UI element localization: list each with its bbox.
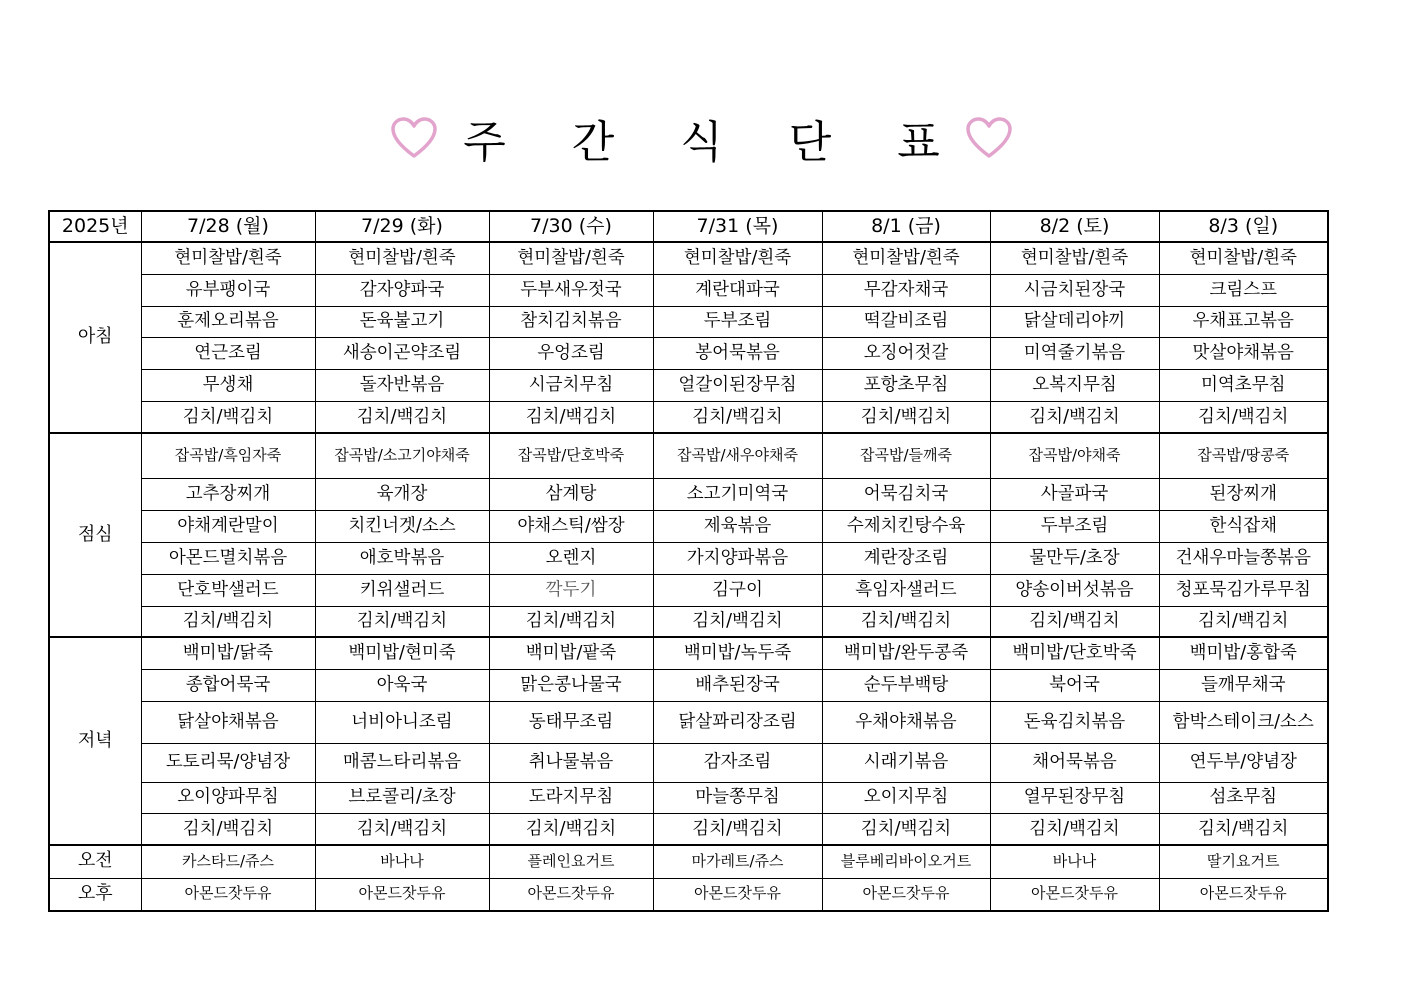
menu-item: 배추된장국 bbox=[653, 669, 822, 701]
menu-item: 시금치된장국 bbox=[990, 274, 1159, 306]
menu-item: 잡곡밥/땅콩죽 bbox=[1159, 433, 1328, 478]
day-header: 8/1 (금) bbox=[822, 211, 990, 242]
menu-item: 백미밥/닭죽 bbox=[141, 637, 315, 669]
menu-item: 섬초무침 bbox=[1159, 782, 1328, 813]
snack-item: 플레인요거트 bbox=[489, 845, 653, 878]
menu-item: 현미찰밥/흰죽 bbox=[141, 242, 315, 274]
day-header: 8/3 (일) bbox=[1159, 211, 1328, 242]
menu-item: 북어국 bbox=[990, 669, 1159, 701]
menu-item: 오렌지 bbox=[489, 542, 653, 574]
menu-item: 수제치킨탕수육 bbox=[822, 510, 990, 542]
menu-item: 들깨무채국 bbox=[1159, 669, 1328, 701]
menu-item: 미역줄기볶음 bbox=[990, 337, 1159, 369]
menu-item: 유부팽이국 bbox=[141, 274, 315, 306]
menu-item: 김치/백김치 bbox=[822, 813, 990, 845]
menu-item: 건새우마늘쫑볶음 bbox=[1159, 542, 1328, 574]
meal-label: 아침 bbox=[49, 242, 141, 433]
menu-item: 청포묵김가루무침 bbox=[1159, 574, 1328, 606]
snack-item: 바나나 bbox=[315, 845, 489, 878]
menu-item: 소고기미역국 bbox=[653, 478, 822, 510]
meal-row bbox=[49, 782, 1328, 813]
menu-item: 시래기볶음 bbox=[822, 743, 990, 782]
menu-item: 계란대파국 bbox=[653, 274, 822, 306]
menu-item: 잡곡밥/들깨죽 bbox=[822, 433, 990, 478]
menu-item: 현미찰밥/흰죽 bbox=[315, 242, 489, 274]
meal-row bbox=[49, 542, 1328, 574]
menu-item: 우채표고볶음 bbox=[1159, 306, 1328, 337]
menu-item: 김치/백김치 bbox=[1159, 813, 1328, 845]
snack-label: 오전 bbox=[49, 845, 141, 878]
menu-item: 연두부/양념장 bbox=[1159, 743, 1328, 782]
meal-row bbox=[49, 701, 1328, 743]
menu-item: 무생채 bbox=[141, 369, 315, 401]
menu-item: 현미찰밥/흰죽 bbox=[990, 242, 1159, 274]
snack-item: 아몬드잣두유 bbox=[315, 878, 489, 911]
menu-item: 얼갈이된장무침 bbox=[653, 369, 822, 401]
menu-item: 포항초무침 bbox=[822, 369, 990, 401]
meal-row bbox=[49, 478, 1328, 510]
meal-row bbox=[49, 669, 1328, 701]
menu-item: 동태무조림 bbox=[489, 701, 653, 743]
snack-row bbox=[49, 845, 1328, 878]
menu-item: 김치/백김치 bbox=[315, 401, 489, 433]
menu-item: 물만두/초장 bbox=[990, 542, 1159, 574]
year-header: 2025년 bbox=[49, 211, 141, 242]
weekly-menu-table bbox=[48, 210, 1329, 912]
menu-item: 제육볶음 bbox=[653, 510, 822, 542]
menu-item: 백미밥/단호박죽 bbox=[990, 637, 1159, 669]
menu-item: 가지양파볶음 bbox=[653, 542, 822, 574]
title-bar bbox=[0, 108, 1403, 168]
menu-item: 백미밥/현미죽 bbox=[315, 637, 489, 669]
menu-item: 김치/백김치 bbox=[315, 813, 489, 845]
header-row bbox=[49, 211, 1328, 242]
snack-item: 카스타드/쥬스 bbox=[141, 845, 315, 878]
menu-item: 김치/백김치 bbox=[990, 813, 1159, 845]
menu-item: 야채스틱/쌈장 bbox=[489, 510, 653, 542]
menu-item: 백미밥/완두콩죽 bbox=[822, 637, 990, 669]
meal-row bbox=[49, 337, 1328, 369]
menu-item: 현미찰밥/흰죽 bbox=[653, 242, 822, 274]
menu-item: 김치/백김치 bbox=[990, 401, 1159, 433]
menu-item: 새송이곤약조림 bbox=[315, 337, 489, 369]
menu-item: 김치/백김치 bbox=[489, 813, 653, 845]
menu-item: 돌자반볶음 bbox=[315, 369, 489, 401]
menu-item: 마늘쫑무침 bbox=[653, 782, 822, 813]
menu-item: 김치/백김치 bbox=[315, 606, 489, 637]
menu-item: 백미밥/녹두죽 bbox=[653, 637, 822, 669]
menu-item: 잡곡밥/소고기야채죽 bbox=[315, 433, 489, 478]
day-header: 8/2 (토) bbox=[990, 211, 1159, 242]
snack-item: 마가레트/쥬스 bbox=[653, 845, 822, 878]
snack-item: 아몬드잣두유 bbox=[990, 878, 1159, 911]
meal-row bbox=[49, 401, 1328, 433]
menu-item: 아몬드멸치볶음 bbox=[141, 542, 315, 574]
menu-item: 봉어묵볶음 bbox=[653, 337, 822, 369]
menu-item: 김치/백김치 bbox=[141, 606, 315, 637]
menu-item: 야채계란말이 bbox=[141, 510, 315, 542]
menu-item: 오징어젓갈 bbox=[822, 337, 990, 369]
menu-item: 우엉조림 bbox=[489, 337, 653, 369]
menu-item: 김치/백김치 bbox=[653, 606, 822, 637]
menu-item: 도토리묵/양념장 bbox=[141, 743, 315, 782]
menu-item: 매콤느타리볶음 bbox=[315, 743, 489, 782]
menu-item: 깍두기 bbox=[489, 574, 653, 606]
meal-row bbox=[49, 242, 1328, 274]
menu-item: 돈육불고기 bbox=[315, 306, 489, 337]
menu-item: 계란장조림 bbox=[822, 542, 990, 574]
menu-item: 고추장찌개 bbox=[141, 478, 315, 510]
menu-item: 우채야채볶음 bbox=[822, 701, 990, 743]
menu-item: 흑임자샐러드 bbox=[822, 574, 990, 606]
heart-right-icon bbox=[966, 117, 1012, 159]
menu-item: 열무된장무침 bbox=[990, 782, 1159, 813]
menu-item: 맑은콩나물국 bbox=[489, 669, 653, 701]
menu-item: 김치/백김치 bbox=[822, 401, 990, 433]
meal-row bbox=[49, 743, 1328, 782]
menu-item: 잡곡밥/야채죽 bbox=[990, 433, 1159, 478]
menu-item: 현미찰밥/흰죽 bbox=[489, 242, 653, 274]
menu-item: 백미밥/팥죽 bbox=[489, 637, 653, 669]
page-title: 주 간 식 단 표 bbox=[463, 117, 966, 168]
meal-label: 점심 bbox=[49, 433, 141, 637]
snack-item: 바나나 bbox=[990, 845, 1159, 878]
snack-item: 아몬드잣두유 bbox=[141, 878, 315, 911]
day-header: 7/29 (화) bbox=[315, 211, 489, 242]
meal-row bbox=[49, 637, 1328, 669]
meal-row bbox=[49, 510, 1328, 542]
snack-row bbox=[49, 878, 1328, 911]
snack-item: 딸기요거트 bbox=[1159, 845, 1328, 878]
menu-item: 된장찌개 bbox=[1159, 478, 1328, 510]
menu-item: 두부조림 bbox=[653, 306, 822, 337]
day-header: 7/31 (목) bbox=[653, 211, 822, 242]
menu-item: 오이지무침 bbox=[822, 782, 990, 813]
menu-item: 오복지무침 bbox=[990, 369, 1159, 401]
snack-label: 오후 bbox=[49, 878, 141, 911]
menu-item: 잡곡밥/새우야채죽 bbox=[653, 433, 822, 478]
menu-item: 감자양파국 bbox=[315, 274, 489, 306]
menu-item: 김치/백김치 bbox=[653, 401, 822, 433]
day-header: 7/28 (월) bbox=[141, 211, 315, 242]
snack-item: 아몬드잣두유 bbox=[489, 878, 653, 911]
menu-item: 한식잡채 bbox=[1159, 510, 1328, 542]
menu-item: 맛살야채볶음 bbox=[1159, 337, 1328, 369]
menu-item: 단호박샐러드 bbox=[141, 574, 315, 606]
menu-item: 육개장 bbox=[315, 478, 489, 510]
menu-item: 잡곡밥/흑임자죽 bbox=[141, 433, 315, 478]
menu-item: 어묵김치국 bbox=[822, 478, 990, 510]
menu-item: 김치/백김치 bbox=[141, 813, 315, 845]
menu-item: 삼계탕 bbox=[489, 478, 653, 510]
menu-item: 아욱국 bbox=[315, 669, 489, 701]
snack-item: 아몬드잣두유 bbox=[653, 878, 822, 911]
heart-left-icon bbox=[391, 117, 437, 159]
menu-item: 두부조림 bbox=[990, 510, 1159, 542]
menu-item: 키위샐러드 bbox=[315, 574, 489, 606]
menu-item: 종합어묵국 bbox=[141, 669, 315, 701]
menu-item: 김치/백김치 bbox=[141, 401, 315, 433]
menu-item: 브로콜리/초장 bbox=[315, 782, 489, 813]
menu-item: 미역초무침 bbox=[1159, 369, 1328, 401]
menu-item: 두부새우젓국 bbox=[489, 274, 653, 306]
menu-item: 취나물볶음 bbox=[489, 743, 653, 782]
menu-item: 김구이 bbox=[653, 574, 822, 606]
menu-item: 김치/백김치 bbox=[1159, 606, 1328, 637]
menu-item: 감자조림 bbox=[653, 743, 822, 782]
menu-item: 도라지무침 bbox=[489, 782, 653, 813]
menu-item: 훈제오리볶음 bbox=[141, 306, 315, 337]
menu-item: 크림스프 bbox=[1159, 274, 1328, 306]
menu-item: 현미찰밥/흰죽 bbox=[1159, 242, 1328, 274]
menu-item: 백미밥/홍합죽 bbox=[1159, 637, 1328, 669]
meal-row bbox=[49, 606, 1328, 637]
menu-item: 김치/백김치 bbox=[653, 813, 822, 845]
menu-item: 닭살야채볶음 bbox=[141, 701, 315, 743]
menu-item: 김치/백김치 bbox=[489, 606, 653, 637]
menu-item: 김치/백김치 bbox=[489, 401, 653, 433]
menu-item: 애호박볶음 bbox=[315, 542, 489, 574]
day-header: 7/30 (수) bbox=[489, 211, 653, 242]
meal-row bbox=[49, 813, 1328, 845]
meal-row bbox=[49, 433, 1328, 478]
meal-label: 저녁 bbox=[49, 637, 141, 845]
menu-item: 너비아니조림 bbox=[315, 701, 489, 743]
menu-item: 잡곡밥/단호박죽 bbox=[489, 433, 653, 478]
menu-item: 김치/백김치 bbox=[1159, 401, 1328, 433]
snack-item: 블루베리바이오거트 bbox=[822, 845, 990, 878]
menu-item: 순두부백탕 bbox=[822, 669, 990, 701]
snack-item: 아몬드잣두유 bbox=[822, 878, 990, 911]
meal-row bbox=[49, 574, 1328, 606]
menu-item: 채어묵볶음 bbox=[990, 743, 1159, 782]
menu-item: 김치/백김치 bbox=[822, 606, 990, 637]
menu-item: 참치김치볶음 bbox=[489, 306, 653, 337]
menu-item: 닭살꽈리장조림 bbox=[653, 701, 822, 743]
snack-item: 아몬드잣두유 bbox=[1159, 878, 1328, 911]
menu-item: 돈육김치볶음 bbox=[990, 701, 1159, 743]
menu-item: 함박스테이크/소스 bbox=[1159, 701, 1328, 743]
menu-item: 현미찰밥/흰죽 bbox=[822, 242, 990, 274]
meal-row bbox=[49, 369, 1328, 401]
menu-item: 연근조림 bbox=[141, 337, 315, 369]
menu-item: 오이양파무침 bbox=[141, 782, 315, 813]
menu-item: 떡갈비조림 bbox=[822, 306, 990, 337]
menu-item: 치킨너겟/소스 bbox=[315, 510, 489, 542]
menu-item: 시금치무침 bbox=[489, 369, 653, 401]
menu-item: 양송이버섯볶음 bbox=[990, 574, 1159, 606]
meal-row bbox=[49, 274, 1328, 306]
menu-item: 사골파국 bbox=[990, 478, 1159, 510]
menu-item: 김치/백김치 bbox=[990, 606, 1159, 637]
menu-item: 무감자채국 bbox=[822, 274, 990, 306]
meal-row bbox=[49, 306, 1328, 337]
menu-item: 닭살데리야끼 bbox=[990, 306, 1159, 337]
